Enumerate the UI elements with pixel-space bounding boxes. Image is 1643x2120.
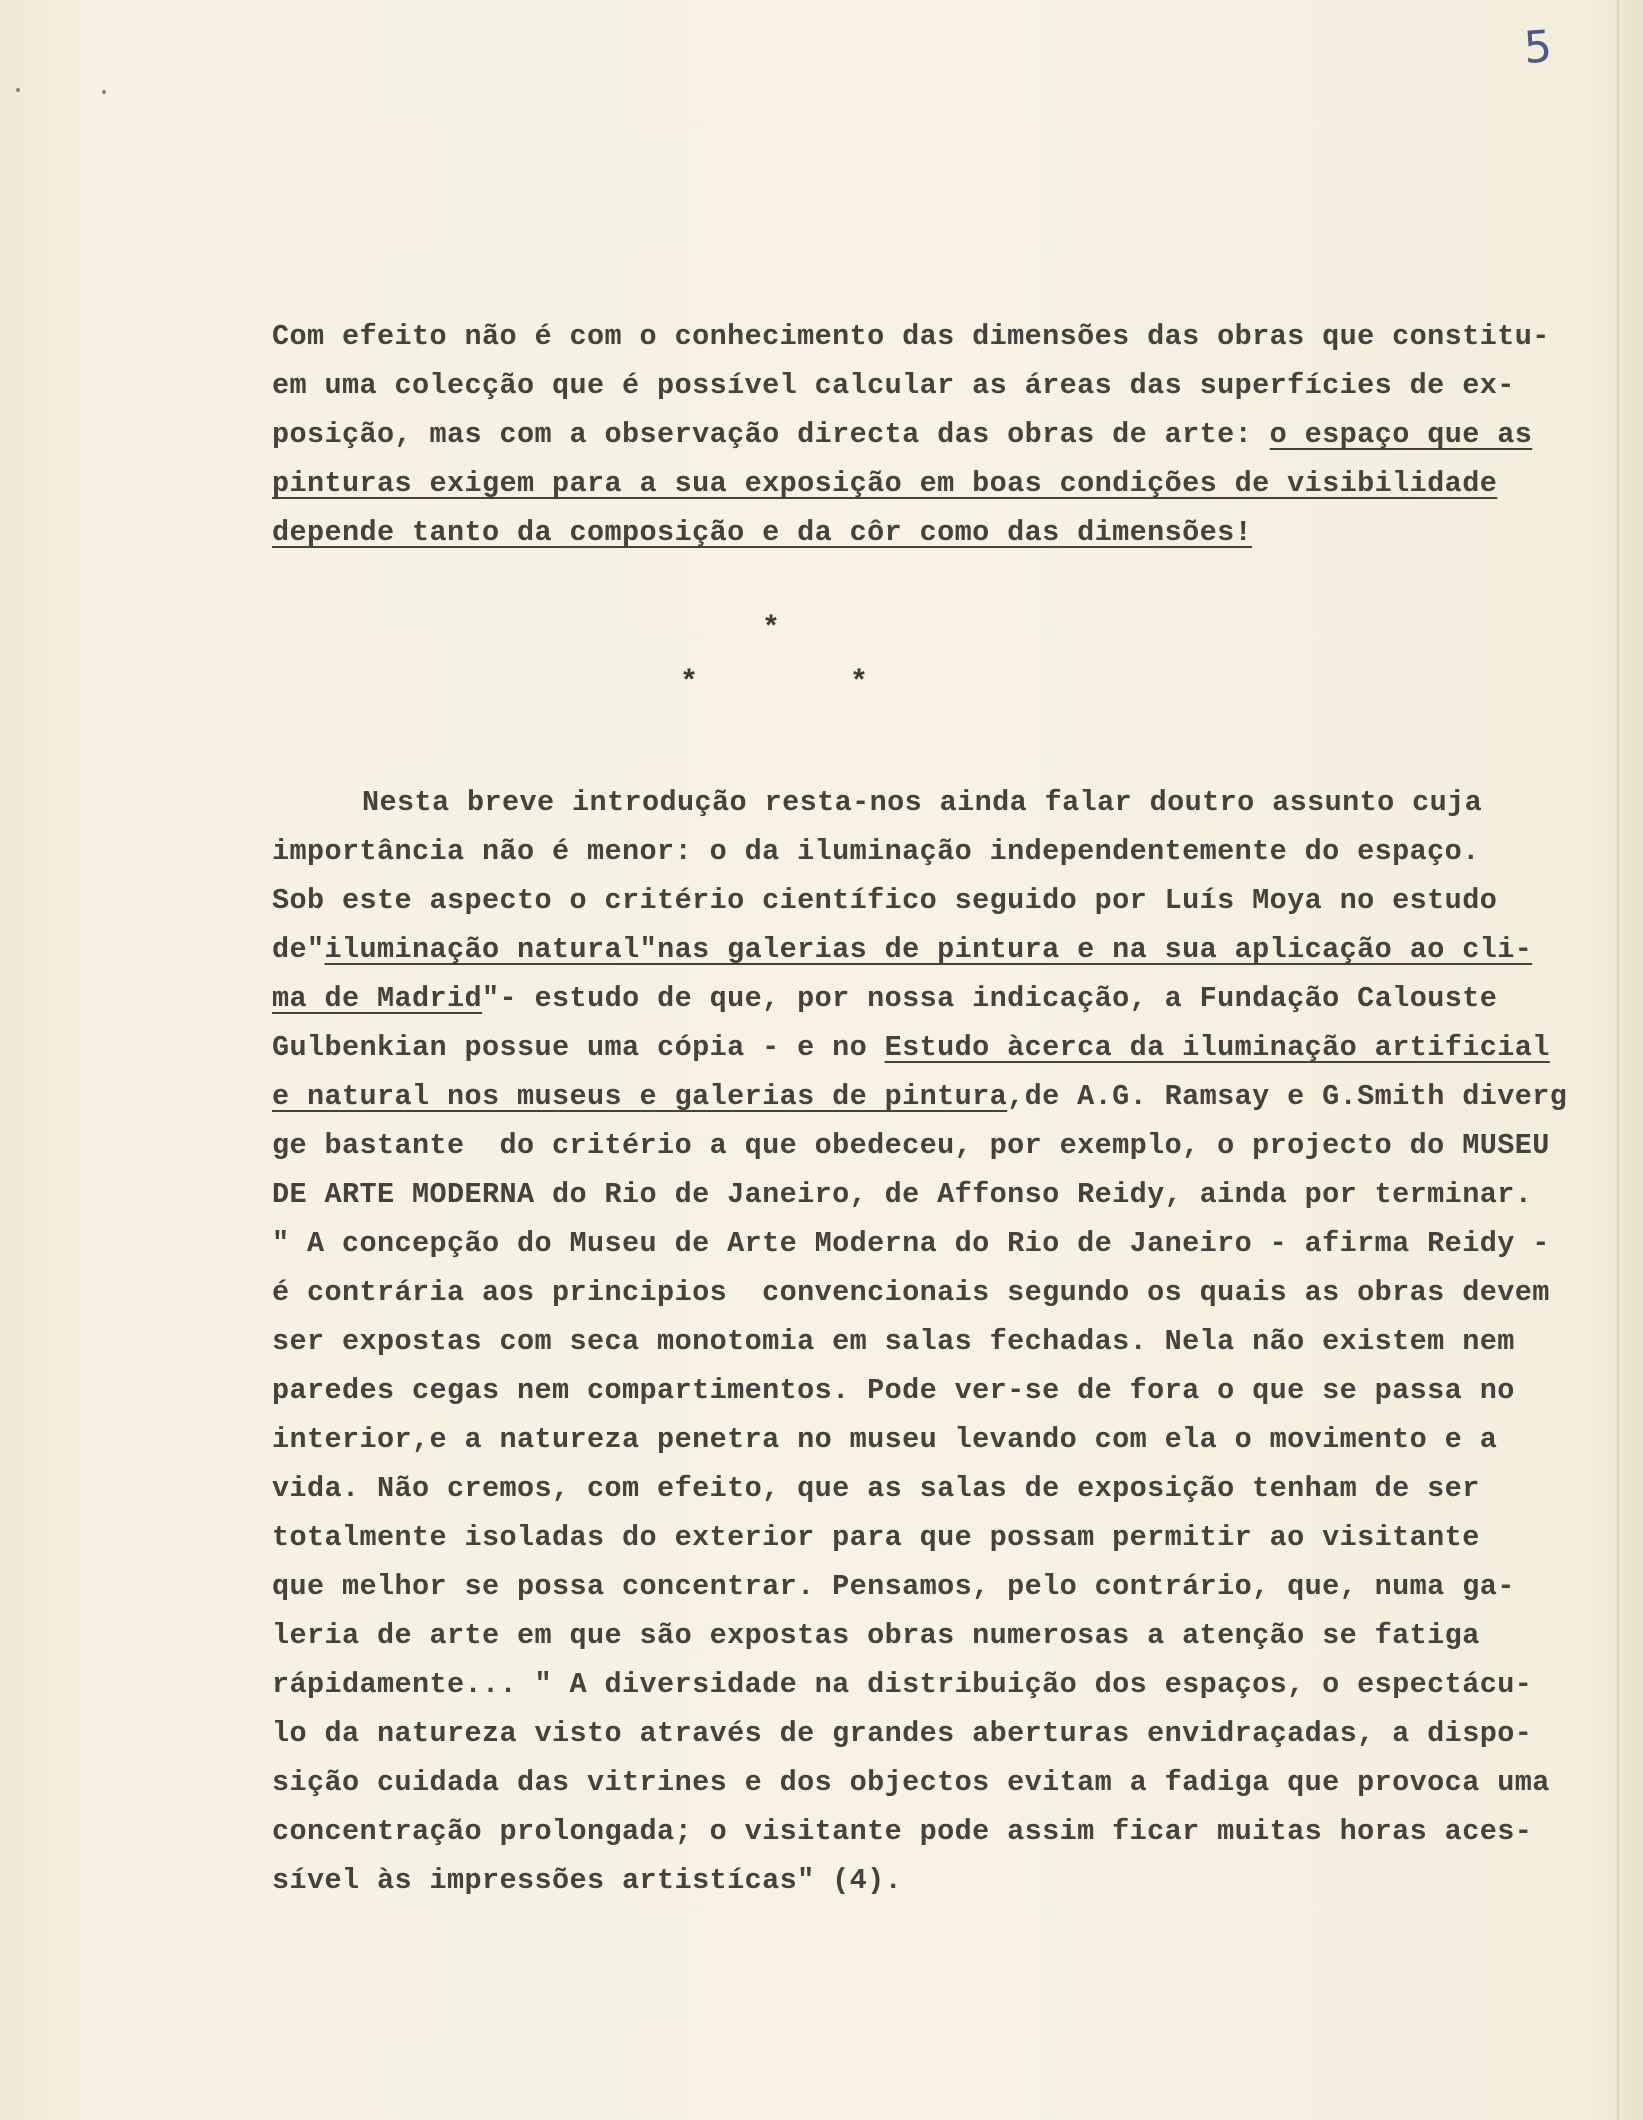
- underlined-text: depende tanto da composição e da côr como das dimensões!: [272, 516, 1253, 549]
- text-segment: que melhor se possa concentrar. Pensamos, pelo contrário, que, numa ga-: [272, 1570, 1515, 1603]
- text-segment: Gulbenkian possue uma cópia - e no: [272, 1031, 885, 1064]
- text-segment: Nesta breve introdução resta-nos ainda falar doutro assunto cuja: [362, 786, 1483, 819]
- text-segment: DE ARTE MODERNA do Rio de Janeiro, de Affonso Reidy, ainda por terminar.: [272, 1178, 1533, 1211]
- text-segment: totalmente isoladas do exterior para que possam permitir ao visitante: [272, 1521, 1480, 1554]
- text-segment: Com efeito não é com o conhecimento das dimensões das obras que constitu-: [272, 320, 1550, 353]
- underlined-text: o espaço que as: [1269, 418, 1533, 451]
- paper-edge: [1617, 0, 1619, 2120]
- text-line: [272, 1366, 1602, 1415]
- text-line: [272, 1023, 1602, 1072]
- text-segment: interior,e a natureza penetra no museu levando com ela o movimento e a: [272, 1423, 1498, 1456]
- text-segment: Sob este aspecto o critério científico seguido por Luís Moya no estudo: [272, 884, 1498, 917]
- text-line: [272, 1121, 1602, 1170]
- text-segment: de": [272, 933, 325, 966]
- text-line: [272, 1170, 1602, 1219]
- underlined-text: iluminação natural"nas galerias de pintura e na sua aplicação ao cli-: [324, 933, 1533, 966]
- underlined-text: e natural nos museus e galerias de pintura: [272, 1080, 1008, 1113]
- text-line: [272, 1219, 1602, 1268]
- separator-star: *: [762, 612, 781, 646]
- text-segment: lo da natureza visto através de grandes aberturas envidraçadas, a dispo-: [272, 1717, 1533, 1750]
- text-segment: ,de A.G. Ramsay e G.Smith diverg: [1007, 1080, 1568, 1113]
- ink-speck: [102, 90, 106, 94]
- text-line: [272, 459, 1602, 508]
- text-line: [272, 361, 1602, 410]
- text-segment: ser expostas com seca monotomia em salas fechadas. Nela não existem nem: [272, 1325, 1515, 1358]
- paragraph-lighting: [272, 778, 1602, 1905]
- text-line: [272, 410, 1602, 459]
- text-segment: ge bastante do critério a que obedeceu, por exemplo, o projecto do MUSEU: [272, 1129, 1550, 1162]
- text-segment: rápidamente... " A diversidade na distribuição dos espaços, o espectácu-: [272, 1668, 1533, 1701]
- text-segment: é contrária aos principios convencionais segundo os quais as obras devem: [272, 1276, 1550, 1309]
- text-line: [272, 1464, 1602, 1513]
- text-line: [272, 1268, 1602, 1317]
- text-line: [272, 1513, 1602, 1562]
- text-line: [272, 1807, 1602, 1856]
- text-segment: " A concepção do Museu de Arte Moderna do Rio de Janeiro - afirma Reidy -: [272, 1227, 1550, 1260]
- text-segment: concentração prolongada; o visitante pode assim ficar muitas horas aces-: [272, 1815, 1533, 1848]
- text-segment: leria de arte em que são expostas obras numerosas a atenção se fatiga: [272, 1619, 1480, 1652]
- text-line: [272, 1562, 1602, 1611]
- text-line: [272, 1758, 1602, 1807]
- text-segment: em uma colecção que é possível calcular as áreas das superfícies de ex-: [272, 369, 1515, 402]
- separator-star: *: [850, 666, 869, 700]
- text-line: [272, 876, 1602, 925]
- text-line: [272, 827, 1602, 876]
- ink-speck: [16, 88, 20, 92]
- text-line: [272, 1856, 1602, 1905]
- text-line: [272, 778, 1602, 827]
- underlined-text: pinturas exigem para a sua exposição em boas condições de visibilidade: [272, 467, 1498, 500]
- text-line: [272, 508, 1602, 557]
- text-segment: "- estudo de que, por nossa indicação, a Fundação Calouste: [482, 982, 1498, 1015]
- text-line: [272, 1317, 1602, 1366]
- text-line: [272, 1072, 1602, 1121]
- text-line: [272, 1415, 1602, 1464]
- separator-star: *: [680, 666, 699, 700]
- text-segment: sível às impressões artistícas" (4).: [272, 1864, 903, 1897]
- underlined-text: Estudo àcerca da iluminação artificial: [884, 1031, 1550, 1064]
- text-segment: vida. Não cremos, com efeito, que as salas de exposição tenham de ser: [272, 1472, 1480, 1505]
- text-line: [272, 312, 1602, 361]
- text-line: [272, 1660, 1602, 1709]
- text-line: [272, 1611, 1602, 1660]
- text-segment: posição, mas com a observação directa das obras de arte:: [272, 418, 1270, 451]
- page-number: 5: [1522, 21, 1554, 74]
- underlined-text: ma de Madrid: [272, 982, 483, 1015]
- text-line: [272, 925, 1602, 974]
- text-segment: paredes cegas nem compartimentos. Pode ver-se de fora o que se passa no: [272, 1374, 1515, 1407]
- text-segment: importância não é menor: o da iluminação independentemente do espaço.: [272, 835, 1480, 868]
- text-line: [272, 1709, 1602, 1758]
- text-line: [272, 974, 1602, 1023]
- text-segment: sição cuidada das vitrines e dos objectos evitam a fadiga que provoca uma: [272, 1766, 1550, 1799]
- paragraph-intro: [272, 312, 1602, 557]
- asterism-separator: [680, 612, 880, 702]
